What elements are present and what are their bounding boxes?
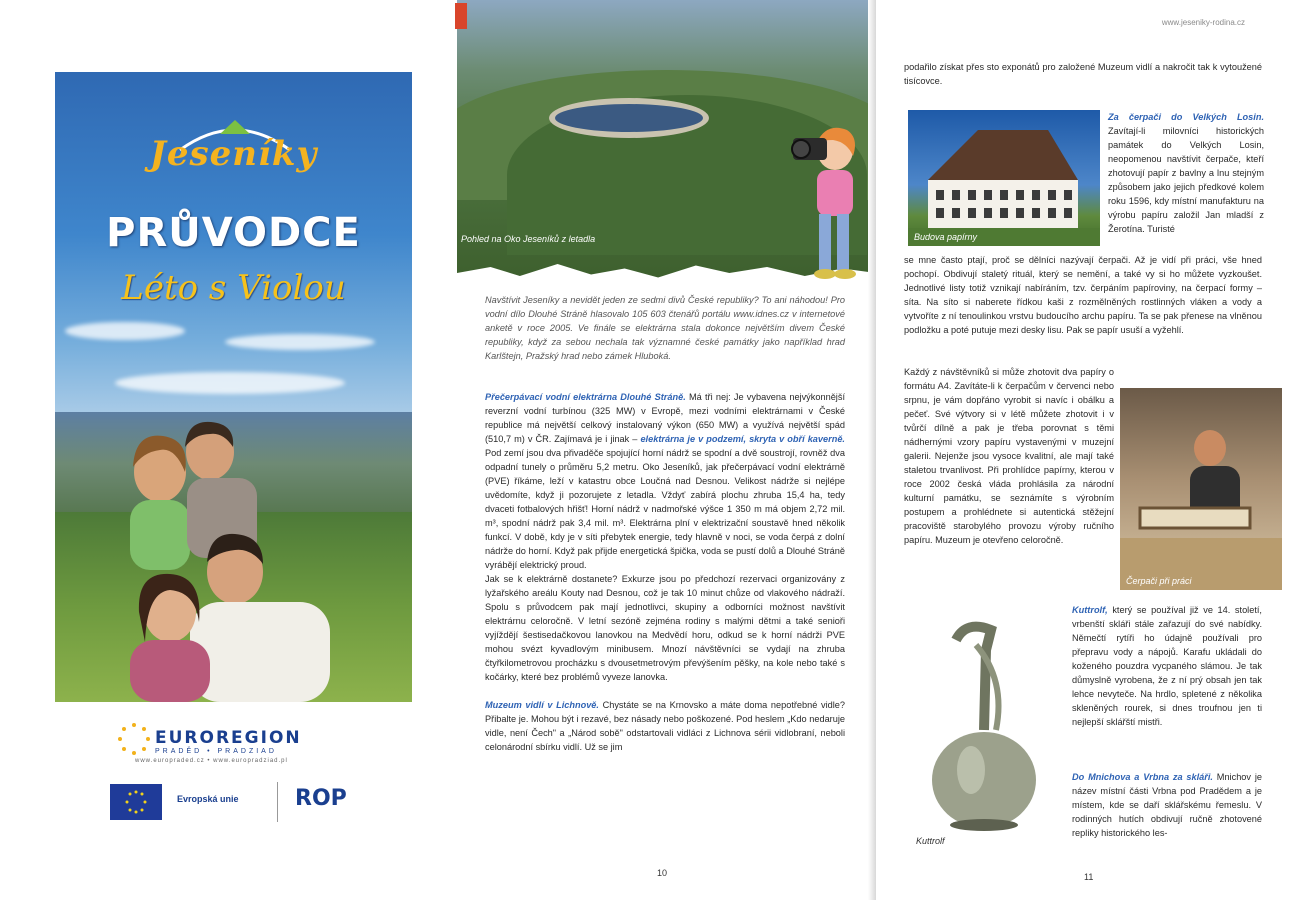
page-right — [876, 0, 1285, 900]
cloud — [115, 372, 345, 394]
cover-subtitle: Léto s Violou — [121, 268, 346, 308]
building-illustration — [908, 110, 1100, 246]
paragraph-text: Mnichov je název místní části Vrbna pod Pradědem a je místem, kde se daří sklářskému řemeslu. V rodinných hutích obdivují ručně zhotovené repliky historického les- — [1072, 772, 1262, 838]
hero-caption: Pohled na Oko Jeseníků z letadla — [461, 234, 596, 244]
kuttrolf-bottle-illustration — [916, 620, 1046, 835]
corner-tab — [455, 3, 467, 29]
photo-caption: Budova papírny — [914, 232, 978, 242]
highlight-text: elektrárna je v podzemí, skryta v obří kaverně. — [640, 434, 845, 444]
brochure-cover — [55, 72, 412, 824]
family-photo — [75, 412, 335, 702]
article-column-left — [485, 390, 845, 754]
euroregion-logo: EUROREGION — [155, 728, 302, 748]
kuttrolf-paragraph — [1072, 603, 1262, 729]
paragraph-text: Chystáte se na Krnovsko a máte doma nepotřebné vidle? Přibalte je. Mohou být i rezavé, bez násady nebo poškozené. Pod heslem „Kdo nedaruje vidle, není Čech" a „Národ sobě" odstartovali vidláci z Lichnova sérii vidlobraní, neboli celonárodní sbírku vidlí. Už se jim — [485, 700, 845, 752]
worker-illustration — [1120, 388, 1282, 590]
cover-title: PRŮVODCE — [106, 210, 361, 256]
intro-paragraph: Navštívit Jeseníky a nevidět jeden ze sedmi divů České republiky? To ani náhodou! Pro vodní dílo Dlouhé Stráně hlasovalo 105 603 čtenářů portálu www.idnes.cz v internetové anketě v roce 2005. Ve finále se elektrárna stala dokonce největším divem České republiky, když za sebou nechala tak významné české památky jako například hrad Karlštejn, Pražský hrad nebo zámek Hluboká. — [485, 295, 845, 361]
paper-makers-photo — [1120, 388, 1282, 590]
page-number: 11 — [1084, 872, 1094, 882]
section-heading: Kuttrolf, — [1072, 605, 1108, 615]
page-number: 10 — [657, 868, 668, 878]
paragraph-text: Pod zemí jsou dva přivaděče spojující horní nádrž se spodní a dvě soustrojí, rovněž dva odpadní tunely o průměru 5,2 metru. Oko Jeseníků, jak přečerpávací vodní elektrárně (PVE) říkáme, leží v katastru obce Loučná nad Desnou. Velikost nádrže si nejlépe uvědomíte, když ji pozorujete z letadla. Vždyť zabírá plochu zhruba 15,4 ha, tedy dvaceti fotbalových hřišť! Horní nádrž v nadmořské výšce 1 350 m má objem 2,72 mil. m³, spodní nádrž pak 3,4 mil. m³. Elektrárna plní v elektrizační soustavě hned několik funkcí. V době, kdy je v síti přebytek energie, tedy hlavně v noci, se voda čerpá z dolní nádrže do horní. Když pak přijde energetická špička, voda se pustí dolů a Dlouhé Stráně vyrábějí elektrický proud. — [485, 448, 845, 570]
cloud — [225, 334, 375, 350]
section-heading: Přečerpávací vodní elektrárna Dlouhé Stráně. — [485, 392, 686, 402]
paragraph-text: Jak se k elektrárně dostanete? Exkurze jsou po předchozí rezervaci organizovány z lyžařského areálu Kouty nad Desnou, což je tak 10 minut chůze od vlakového nádraží. Spolu s průvodcem pak mají jednotlivci, skupiny a odborníci možnost navštívit elektrárnu celoročně. V letní sezóně zejména rodiny s malými dětmi a také senioři vyjíždějí šestisedačkovou lanovkou na Medvědí horu, odkud se k horní nádrži PVE mohou svézt kyvadlovým minibusem. Mnozí návštěvníci se vydají na zhruba čtyřkilometrovou procházku s dvousetmetrovým převýšením pěšky, na kole nebo také s kočárky, které bez problémů vyveze lanovka. — [485, 574, 845, 682]
viola-camera-girl-illustration — [787, 112, 867, 282]
cover-logos — [55, 702, 412, 824]
section-heading: Do Mnichova a Vrbna za skláři. — [1072, 772, 1213, 782]
page-left — [457, 0, 876, 900]
brand-logo-text: Jeseníky — [149, 134, 318, 174]
paragraph-text: Má tři nej: Je vybavena nejvýkonnější reverzní vodní turbínou (325 MW) v Evropě, mezi vodními elektrárnami v České republice má největší celkový instalovaný výkon (650 MW) a využívá největší spád (510,7 m) v ČR. Zajímavá je i jinak – — [485, 392, 845, 444]
paragraph-text: který se používal již ve 14. století, vrbenští skláři stále zařazují do své nabídky. Němečtí rytíři ho údajně používali pro přepravu vody a nápojů. Karafu ukládali do koženého pouzdra vycpaného slámou. Je tak důmyslně vyrobena, že z ní prý obsah jen tak lehce nevyteče. Na hrdlo, spletené z několika skleněných rourek, si dnes troufnou jen ti nejlepší sklářští mistři. — [1072, 605, 1262, 727]
rop-logo: ROP — [295, 786, 347, 811]
losiny-paragraph — [1108, 110, 1264, 236]
kuttrolf-caption: Kuttrolf — [916, 836, 945, 846]
eu-union-label: Evropská unie — [177, 794, 239, 804]
mnichov-paragraph — [1072, 770, 1262, 840]
euroregion-stars-icon — [117, 722, 151, 756]
eu-flag-icon — [110, 784, 162, 820]
website-url: www.jeseniky-rodina.cz — [1161, 18, 1245, 27]
cloud — [65, 322, 185, 340]
losiny-continuation: se mne často ptají, proč se dělníci nazývají čerpači. Až je vidí při práci, vše hned pochopí. Obdivují staletý rituál, který se nemění, a také vy si ho můžete vyzkoušet. Jednotlivé listy totiž vznikají nabíráním, tzv. čerpáním papíroviny, na čerpací formy – síta. Na síto si naberete řídkou kaši z rozmělněných rostlinných vláken a vody a vytvoříte z ní tenoulinkou vrstvu budoucího archu papíru. Ta se pak přenese na vlněnou podložku a poté putuje mezi desky lisu. Pak se papír usuší a vyžehlí. — [904, 255, 1262, 335]
photo-caption: Čerpači při práci — [1126, 576, 1192, 586]
hero-reservoir — [549, 98, 709, 138]
euroregion-url: www.europraded.cz • www.europradziad.pl — [135, 758, 288, 764]
a4-paragraph: Každý z návštěvníků si může zhotovit dva papíry o formátu A4. Zavítáte-li k čerpačům v červenci nebo srpnu, je vám dopřáno vyrobit si navíc i obálku a pečeť. Své výtvory si v létě můžete zhotovit i v tvůrčí dílně a pak je třeba porovnat s těmi nádhernými vzory papíru vystavenými v muzejní galerii. Nejenže jsou vysoce kvalitní, ale mají také staletou trvanlivost. Při prohlídce papírny, kterou v roce 2002 česká vláda prohlásila za národní kulturní památku, se seznámíte s výrobním postupem a prohlédnete si autentická stěžejní pracoviště starobylého provozu výroby ručního papíru. Muzeum je otevřeno celoročně. — [904, 367, 1114, 545]
papirna-building-photo — [908, 110, 1100, 246]
euroregion-subtitle: PRADĚD • PRADZIAD — [155, 748, 277, 755]
paragraph-continuation: podařilo získat přes sto exponátů pro založené Muzeum vidlí a nakročit tak k vytoužené tisícovce. — [904, 62, 1262, 86]
logo-separator — [277, 782, 278, 822]
section-heading: Za čerpači do Velkých Losin. — [1108, 112, 1264, 122]
section-heading: Muzeum vidlí v Lichnově. — [485, 700, 599, 710]
paragraph-text: Zavítají-li milovníci historických památek do Velkých Losin, neopomenou navštívit čerpače, kteří zhotovují papír z bavlny a lnu stejným způsobem jako jejich předkové kolem roku 1596, kdy místní manufakturu na výrobu papíru založil Jan mladší z Žerotína. Turisté — [1108, 126, 1264, 234]
